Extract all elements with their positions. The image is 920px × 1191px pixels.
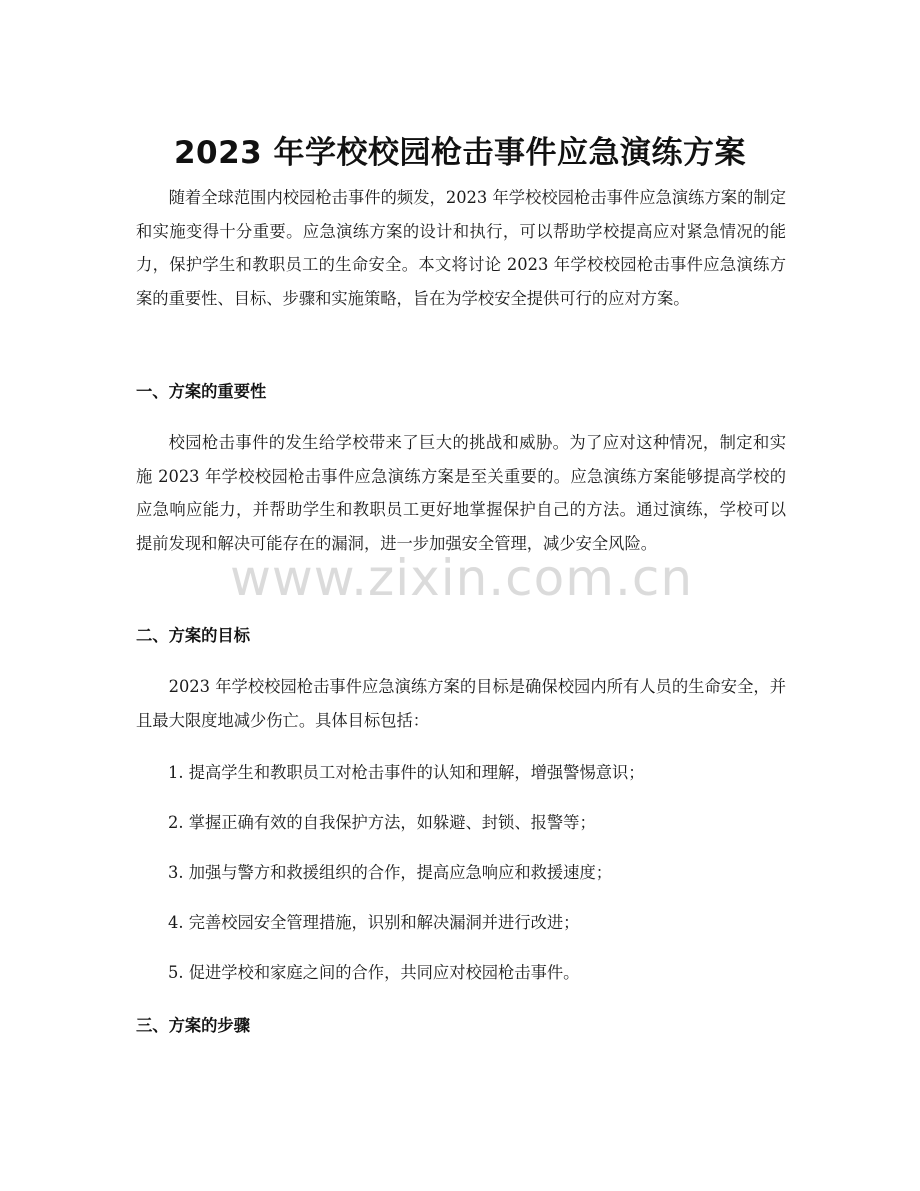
section-heading-steps: 三、方案的步骤 — [136, 1016, 250, 1035]
goal-list-item-1: 1. 提高学生和教职员工对枪击事件的认知和理解，增强警惕意识； — [168, 763, 645, 782]
document-title: 2023 年学校校园枪击事件应急演练方案 — [173, 134, 747, 171]
goal-list-item-2: 2. 掌握正确有效的自我保护方法，如躲避、封锁、报警等； — [168, 813, 596, 832]
watermark: www.zixin.com.cn — [230, 549, 694, 607]
goals-paragraph: 2023 年学校校园枪击事件应急演练方案的目标是确保校园内所有人员的生命安全，并且最大限度地减少伤亡。具体目标包括： — [136, 677, 786, 730]
importance-paragraph: 校园枪击事件的发生给学校带来了巨大的挑战和威胁。为了应对这种情况，制定和实施 2023 年学校校园枪击事件应急演练方案是至关重要的。应急演练方案能够提高学校的应急响应能力，并帮助学生和教职员工更好地掌握保护自己的方法。通过演练，学校可以提前发现和解决可能存在的漏洞，进一步加强安全管理，减少安全风险。 — [136, 433, 786, 553]
goal-list-item-5: 5. 促进学校和家庭之间的合作，共同应对校园枪击事件。 — [168, 963, 580, 982]
goal-list-item-4: 4. 完善校园安全管理措施，识别和解决漏洞并进行改进； — [168, 913, 580, 932]
section-heading-importance: 一、方案的重要性 — [136, 382, 267, 401]
goal-list-item-3: 3. 加强与警方和救援组织的合作，提高应急响应和救援速度； — [168, 863, 613, 882]
section-heading-goals: 二、方案的目标 — [136, 626, 250, 645]
intro-paragraph: 随着全球范围内校园枪击事件的频发，2023 年学校校园枪击事件应急演练方案的制定和实施变得十分重要。应急演练方案的设计和执行，可以帮助学校提高应对紧急情况的能力，保护学生和教职员工的生命安全。本文将讨论 2023 年学校校园枪击事件应急演练方案的重要性、目标、步骤和实施策略，旨在为学校安全提供可行的应对方案。 — [136, 188, 786, 308]
